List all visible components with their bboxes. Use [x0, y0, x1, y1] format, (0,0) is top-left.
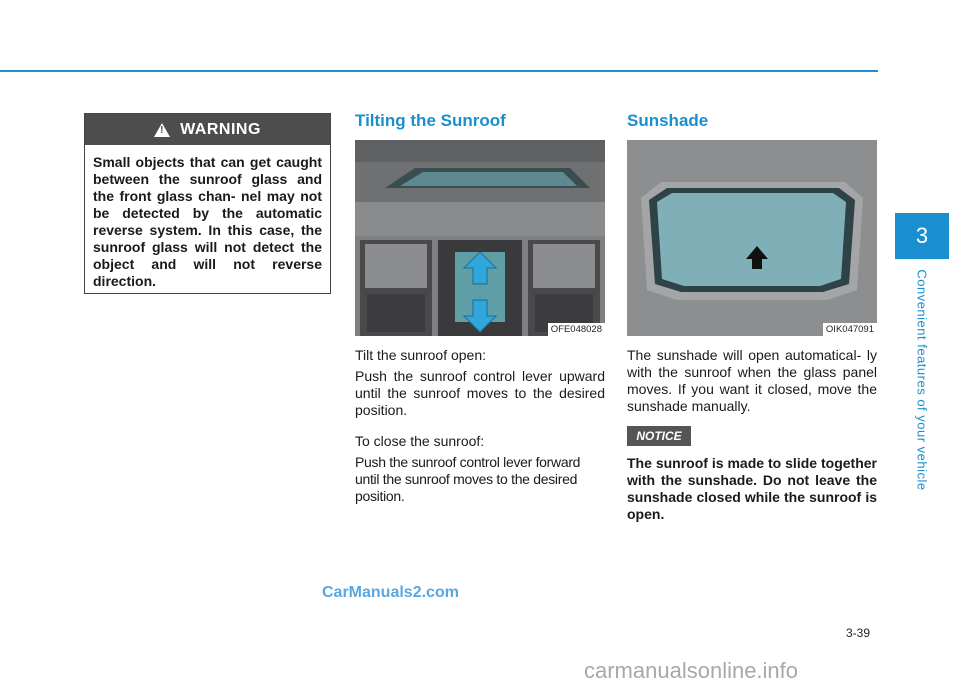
page-number: 3-39: [846, 626, 871, 640]
notice-text: The sunroof is made to slide together with the sunshade. Do not leave the sunshade closed while the sunroof is open.: [627, 455, 877, 522]
notice-badge: NOTICE: [627, 426, 691, 446]
tilting-p3: To close the sunroof:: [355, 433, 485, 449]
warning-header: [85, 114, 330, 145]
sunshade-illustration: [627, 140, 877, 336]
tilting-p4: Push the sunroof control lever forward until the sunroof moves to the desired position.: [355, 454, 581, 504]
sunshade-heading: Sunshade: [627, 111, 709, 130]
watermark[interactable]: CarManuals2.com: [322, 584, 459, 601]
chapter-title-vertical: [895, 264, 949, 496]
warning-icon: [154, 123, 170, 137]
chapter-title: Convenient features of your vehicle: [914, 269, 930, 491]
warning-text: Small objects that can get caught between the sunroof glass and the front glass chan- nel may not be detected by the automatic reverse system. In this case, the sunroof glass will not detect the object and will not reverse direction.: [93, 154, 322, 289]
chapter-number: 3: [915, 223, 929, 248]
tilting-text: [355, 347, 605, 509]
sunshade-text: The sunshade will open automatical- ly with the sunroof when the glass panel moves. If you want it closed, move the sunshade manually.: [627, 347, 877, 414]
tilting-p1: Tilt the sunroof open:: [355, 347, 487, 363]
sunroof-lever-figure: [355, 140, 605, 336]
sunshade-figure: [627, 140, 877, 336]
figure-code: OIK047091: [823, 323, 877, 336]
figure-code: OFE048028: [548, 323, 605, 336]
tilting-p2: Push the sunroof control lever upward until the sunroof moves to the desired position.: [355, 368, 605, 418]
warning-box: [84, 113, 331, 294]
footer-watermark[interactable]: carmanualsonline.info: [584, 658, 799, 683]
chapter-tab: [895, 213, 949, 259]
top-rule: [0, 70, 878, 72]
sunroof-lever-illustration: [355, 140, 605, 336]
tilting-heading: Tilting the Sunroof: [355, 111, 506, 130]
warning-title: WARNING: [180, 120, 261, 138]
